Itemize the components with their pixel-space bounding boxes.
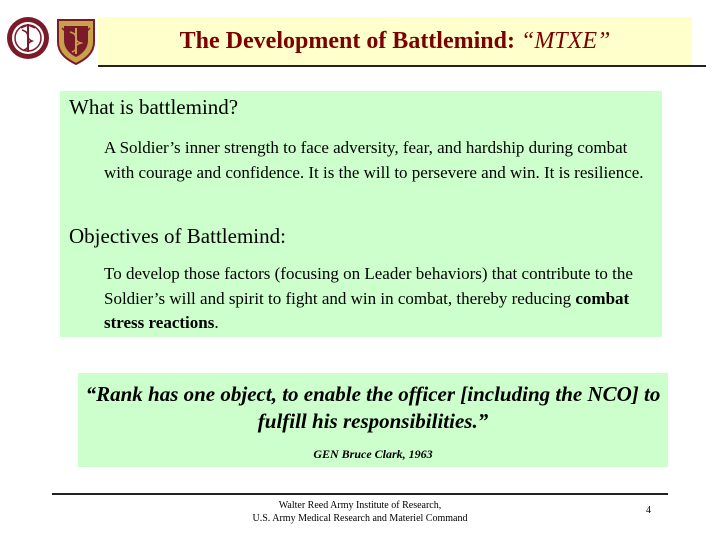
quote-attribution: GEN Bruce Clark, 1963 <box>313 447 433 461</box>
objectives-text: To develop those factors (focusing on Leader behaviors) that contribute to the Soldier’s will and spirit to fight and win in combat, thereby reducing <box>104 264 633 308</box>
section-heading-what-is-battlemind: What is battlemind? <box>69 95 239 119</box>
footer-line-2: U.S. Army Medical Research and Materiel Command <box>252 513 468 524</box>
section-heading-objectives: Objectives of Battlemind: <box>69 224 286 248</box>
title-banner <box>98 17 692 65</box>
footer-divider <box>52 493 668 495</box>
quote-text: “Rank has one object, to enable the officer [including the NCO] to fulfill his responsibilities.” <box>85 382 661 433</box>
objectives-end: . <box>214 313 219 332</box>
footer-credit <box>200 499 520 525</box>
page-number: 4 <box>646 505 651 516</box>
content-panel <box>60 91 662 337</box>
page-title: The Development of Battlemind: <box>179 27 515 54</box>
footer-line-1: Walter Reed Army Institute of Research, <box>278 500 442 511</box>
title-divider <box>98 65 706 67</box>
page-title-emphasis: “MTXE” <box>520 27 611 54</box>
section-body-objectives <box>104 262 654 336</box>
logo <box>6 12 102 66</box>
quote-panel <box>78 373 668 467</box>
section-body-definition: A Soldier’s inner strength to face adversity, fear, and hardship during combat with courage and confidence. It is the will to persevere and win. It is resilience. <box>104 138 644 182</box>
army-medicine-seal-icon <box>7 17 49 59</box>
unit-crest-icon <box>58 20 94 64</box>
objectives-emphasis: combat stress reactions <box>104 288 630 332</box>
